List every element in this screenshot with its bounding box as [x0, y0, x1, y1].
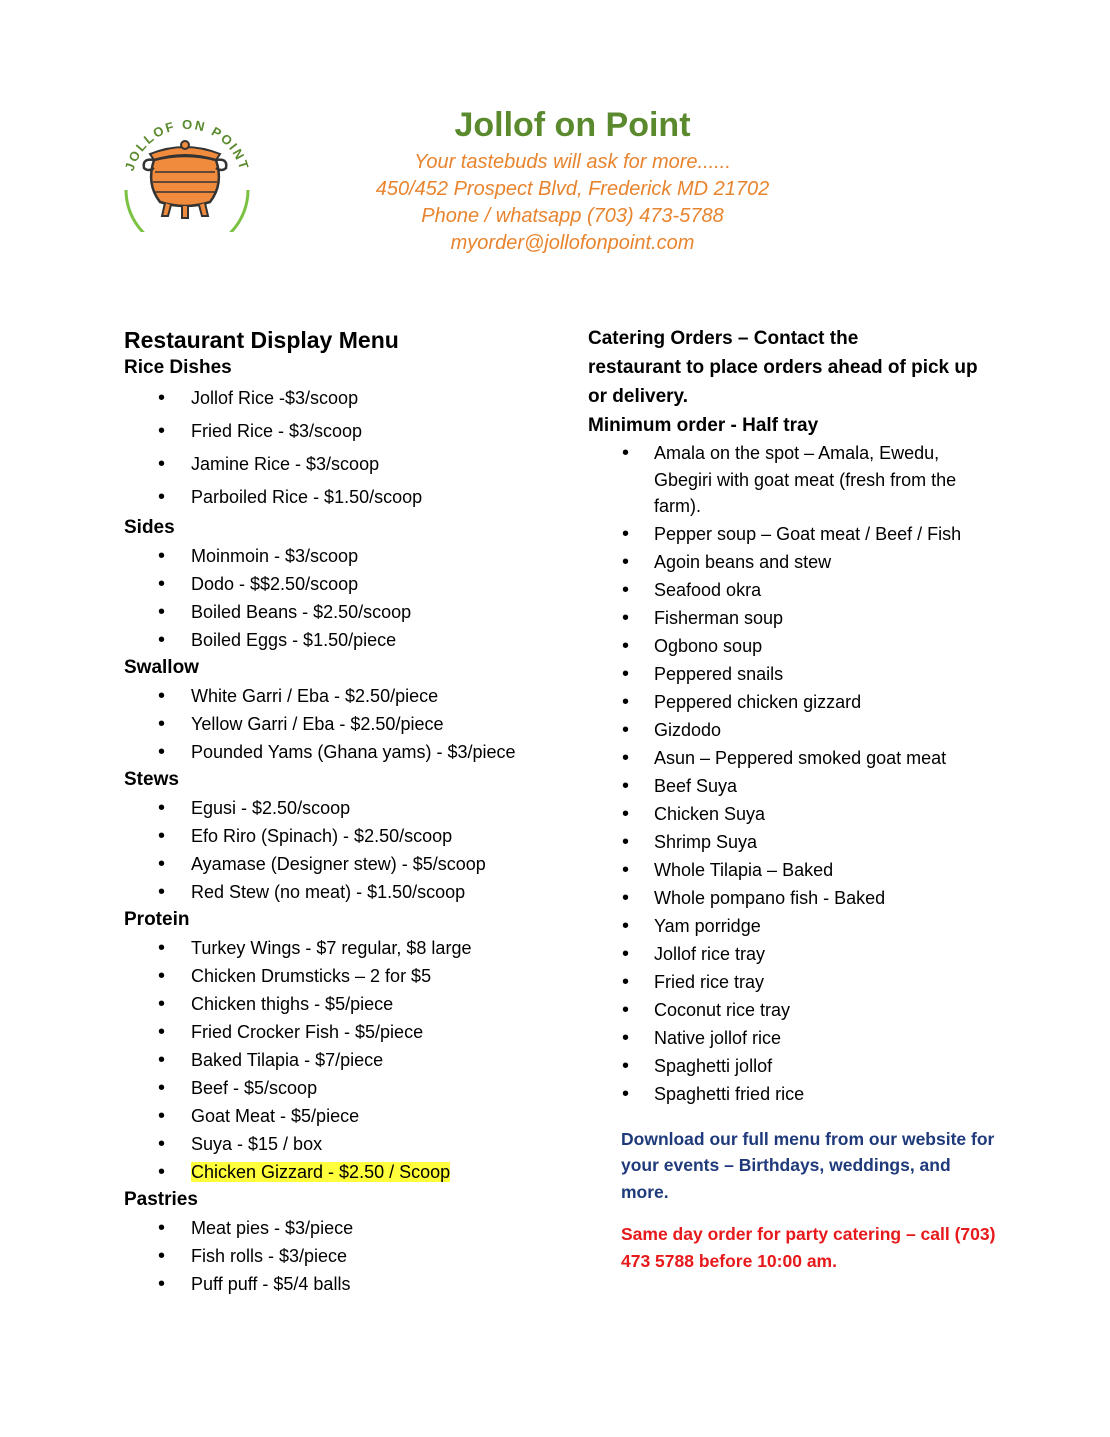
minimum-order: Minimum order - Half tray — [588, 415, 819, 436]
tagline: Your tastebuds will ask for more...... — [414, 151, 731, 173]
list-item: • Fried Rice - $3/scoop — [124, 415, 544, 448]
list-item: • Dodo - $$2.50/scoop — [124, 570, 544, 598]
list-item: • Chicken thighs - $5/piece — [124, 990, 544, 1018]
list-item: • Pounded Yams (Ghana yams) - $3/piece — [124, 738, 544, 766]
list-item: • Fisherman soup — [588, 604, 998, 632]
logo — [110, 112, 260, 232]
list-item: • Goat Meat - $5/piece — [124, 1102, 544, 1130]
list-item: • Native jollof rice — [588, 1024, 998, 1052]
highlighted-list-item — [124, 1158, 544, 1186]
list-item: • Fried rice tray — [588, 968, 998, 996]
catering-list — [588, 440, 998, 1108]
list-item: • Peppered chicken gizzard — [588, 688, 998, 716]
menu-title: Restaurant Display Menu — [124, 327, 399, 353]
list-item: • Turkey Wings - $7 regular, $8 large — [124, 934, 544, 962]
list-item: • Shrimp Suya — [588, 828, 998, 856]
rice-list — [124, 382, 544, 514]
section-heading-stews: Stews — [124, 769, 179, 790]
list-item: • Seafood okra — [588, 576, 998, 604]
address: 450/452 Prospect Blvd, Frederick MD 21702 — [375, 178, 770, 200]
cooking-pot-icon — [110, 112, 260, 232]
list-item: • Puff puff - $5/4 balls — [124, 1270, 544, 1298]
restaurant-name: Jollof on Point — [454, 106, 691, 144]
list-item: • Moinmoin - $3/scoop — [124, 542, 544, 570]
swallow-list — [124, 682, 544, 766]
list-item: • Pepper soup – Goat meat / Beef / Fish — [588, 520, 998, 548]
email-link[interactable]: myorder@jollofonpoint.com — [450, 232, 695, 254]
list-item: • Peppered snails — [588, 660, 998, 688]
list-item: • Asun – Peppered smoked goat meat — [588, 744, 998, 772]
list-item: • Ogbono soup — [588, 632, 998, 660]
section-heading-sides: Sides — [124, 517, 175, 538]
display-menu — [124, 326, 544, 1298]
catering-heading-line-3: or delivery. — [588, 386, 688, 407]
section-heading-protein: Protein — [124, 909, 190, 930]
protein-list — [124, 934, 544, 1186]
list-item: • Fish rolls - $3/piece — [124, 1242, 544, 1270]
list-item: • Meat pies - $3/piece — [124, 1214, 544, 1242]
list-item: • Spaghetti fried rice — [588, 1080, 998, 1108]
catering-heading-line-2: restaurant to place orders ahead of pick up — [588, 357, 978, 378]
list-item: • Boiled Beans - $2.50/scoop — [124, 598, 544, 626]
list-item: • White Garri / Eba - $2.50/piece — [124, 682, 544, 710]
list-item: • Parboiled Rice - $1.50/scoop — [124, 481, 544, 514]
phone: Phone / whatsapp (703) 473-5788 — [421, 205, 724, 227]
list-item: • Fried Crocker Fish - $5/piece — [124, 1018, 544, 1046]
download-menu-note: Download our full menu from our website for your events – Birthdays, weddings, and more. — [621, 1128, 995, 1202]
list-item: • Red Stew (no meat) - $1.50/scoop — [124, 878, 544, 906]
header — [300, 106, 845, 257]
list-item: • Egusi - $2.50/scoop — [124, 794, 544, 822]
list-item: • Ayamase (Designer stew) - $5/scoop — [124, 850, 544, 878]
list-item: • Amala on the spot – Amala, Ewedu, Gbegiri with goat meat (fresh from the farm). — [588, 440, 998, 520]
list-item: • Yellow Garri / Eba - $2.50/piece — [124, 710, 544, 738]
list-item: • Jollof rice tray — [588, 940, 998, 968]
section-heading-rice: Rice Dishes — [124, 357, 232, 378]
pastries-list — [124, 1214, 544, 1298]
list-item: • Baked Tilapia - $7/piece — [124, 1046, 544, 1074]
list-item: • Yam porridge — [588, 912, 998, 940]
section-heading-swallow: Swallow — [124, 657, 199, 678]
list-item: • Boiled Eggs - $1.50/piece — [124, 626, 544, 654]
sides-list — [124, 542, 544, 654]
list-item: • Jollof Rice -$3/scoop — [124, 382, 544, 415]
stews-list — [124, 794, 544, 906]
list-item: • Gizdodo — [588, 716, 998, 744]
list-item: • Coconut rice tray — [588, 996, 998, 1024]
section-heading-pastries: Pastries — [124, 1189, 198, 1210]
highlighted-text: Chicken Gizzard - $2.50 / Scoop — [191, 1162, 451, 1182]
list-item: • Suya - $15 / box — [124, 1130, 544, 1158]
list-item: • Beef - $5/scoop — [124, 1074, 544, 1102]
svg-text:JOLLOF ON POINT: JOLLOF ON POINT — [121, 116, 253, 173]
list-item: • Chicken Drumsticks – 2 for $5 — [124, 962, 544, 990]
list-item: • Efo Riro (Spinach) - $2.50/scoop — [124, 822, 544, 850]
list-item: • Beef Suya — [588, 772, 998, 800]
same-day-order-note: Same day order for party catering – call (703) 473 5788 before 10:00 am. — [621, 1224, 996, 1271]
list-item: • Whole Tilapia – Baked — [588, 856, 998, 884]
list-item: • Jamine Rice - $3/scoop — [124, 448, 544, 481]
list-item: • Agoin beans and stew — [588, 548, 998, 576]
catering-heading-line-1: Catering Orders – Contact the — [588, 328, 859, 349]
list-item: • Chicken Suya — [588, 800, 998, 828]
list-item: • Spaghetti jollof — [588, 1052, 998, 1080]
list-item: • Whole pompano fish - Baked — [588, 884, 998, 912]
catering-section — [588, 324, 998, 1274]
